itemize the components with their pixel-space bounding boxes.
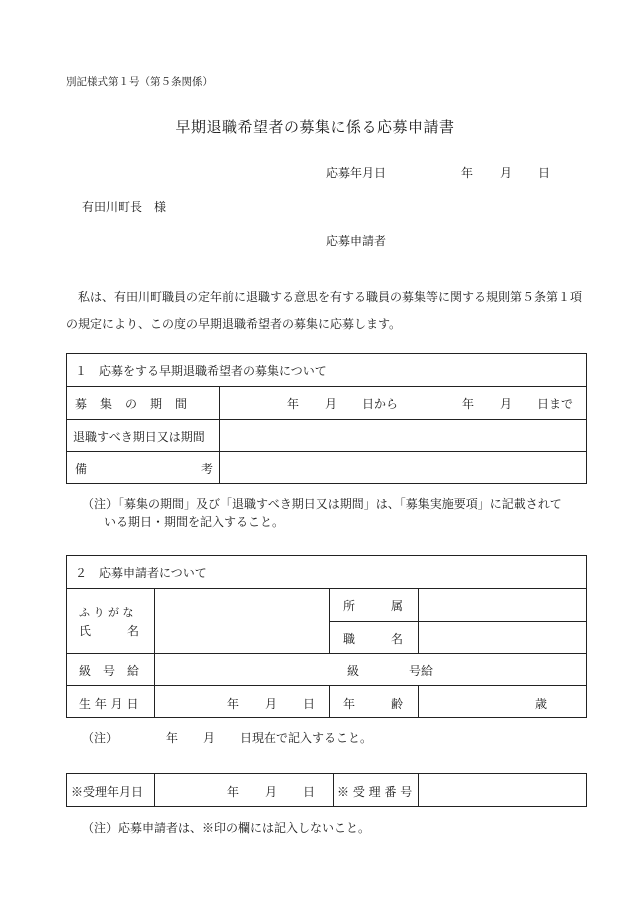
name-value[interactable] bbox=[159, 590, 324, 650]
remarks-label-first: 備 bbox=[75, 462, 88, 476]
application-date-label: 応募年月日 bbox=[326, 166, 387, 180]
column-divider bbox=[418, 588, 419, 653]
column-divider bbox=[418, 685, 419, 718]
section2-heading: ２ 応募申請者について bbox=[75, 566, 207, 580]
section2-note-month: 月 bbox=[203, 731, 216, 745]
period-to-month: 月 bbox=[500, 397, 513, 411]
remarks-label-second: 考 bbox=[201, 462, 214, 476]
body-paragraph: 私は、有田川町職員の定年前に退職する意思を有する職員の募集等に関する規則第５条第１項の規定により、この度の早期退職希望者の募集に応募します。 bbox=[66, 290, 583, 331]
column-divider bbox=[329, 685, 330, 718]
column-divider bbox=[154, 774, 155, 806]
column-divider bbox=[219, 386, 220, 484]
name-label: 氏 名 bbox=[79, 624, 140, 638]
column-divider bbox=[333, 774, 334, 806]
receipt-table bbox=[66, 773, 587, 807]
section2-note-prefix: （注） bbox=[82, 731, 119, 745]
applicant-label: 応募申請者 bbox=[326, 234, 387, 248]
period-from-month: 月 bbox=[325, 397, 338, 411]
position-value[interactable] bbox=[423, 623, 583, 651]
age-unit: 歳 bbox=[535, 697, 548, 711]
retirement-date-label: 退職すべき期日又は期間 bbox=[73, 430, 205, 444]
row-divider bbox=[67, 386, 586, 387]
birth-year: 年 bbox=[227, 697, 240, 711]
receipt-day: 日 bbox=[303, 785, 316, 799]
retirement-date-value[interactable] bbox=[225, 420, 580, 450]
receipt-year: 年 bbox=[227, 785, 240, 799]
addressee: 有田川町長 様 bbox=[82, 200, 167, 214]
final-note: （注）応募申請者は、※印の欄には記入しないこと。 bbox=[82, 821, 371, 835]
section1-note-line1: （注）「募集の期間」及び「退職すべき期日又は期間」は、「募集実施要項」に記載されて bbox=[82, 497, 562, 511]
period-to-year: 年 bbox=[462, 397, 475, 411]
period-to-day: 日まで bbox=[537, 397, 574, 411]
receipt-number-label: ※ 受 理 番 号 bbox=[337, 785, 413, 799]
grade-step-label: 級 号 給 bbox=[79, 664, 140, 678]
application-date-year: 年 bbox=[461, 166, 474, 180]
section2-note-year: 年 bbox=[166, 731, 179, 745]
furigana-label: ふ り が な bbox=[79, 606, 134, 619]
section2-note-text: 日現在で記入すること。 bbox=[240, 731, 373, 745]
column-divider bbox=[418, 774, 419, 806]
column-divider bbox=[154, 588, 155, 718]
column-divider bbox=[329, 588, 330, 653]
period-from-day: 日から bbox=[362, 397, 399, 411]
step-unit: 号給 bbox=[409, 664, 434, 678]
section1-note-line2: いる期日・期間を記入すること。 bbox=[104, 515, 285, 529]
application-date-month: 月 bbox=[500, 166, 513, 180]
row-divider bbox=[67, 685, 586, 686]
page-title: 早期退職希望者の募集に係る応募申請書 bbox=[175, 118, 455, 136]
remarks-value[interactable] bbox=[225, 452, 580, 482]
section2-table bbox=[66, 555, 587, 718]
period-from-year: 年 bbox=[287, 397, 300, 411]
birth-day: 日 bbox=[303, 697, 316, 711]
section1-table bbox=[66, 353, 587, 484]
birth-date-label: 生 年 月 日 bbox=[79, 697, 139, 711]
affiliation-label: 所 属 bbox=[343, 599, 404, 613]
birth-month: 月 bbox=[265, 697, 278, 711]
recruitment-period-label: 募 集 の 期 間 bbox=[75, 397, 188, 411]
age-label: 年 齢 bbox=[343, 697, 404, 711]
receipt-month: 月 bbox=[265, 785, 278, 799]
receipt-date-label: ※受理年月日 bbox=[71, 785, 144, 799]
row-divider bbox=[67, 653, 586, 654]
row-divider bbox=[67, 588, 586, 589]
form-number: 別記様式第１号（第５条関係） bbox=[66, 76, 213, 88]
section1-heading: １ 応募をする早期退職希望者の募集について bbox=[75, 364, 327, 378]
position-label: 職 名 bbox=[343, 632, 404, 646]
receipt-number-value[interactable] bbox=[423, 776, 583, 804]
grade-unit: 級 bbox=[347, 664, 360, 678]
row-divider bbox=[329, 621, 586, 622]
application-date-day: 日 bbox=[538, 166, 551, 180]
affiliation-value[interactable] bbox=[423, 590, 583, 618]
